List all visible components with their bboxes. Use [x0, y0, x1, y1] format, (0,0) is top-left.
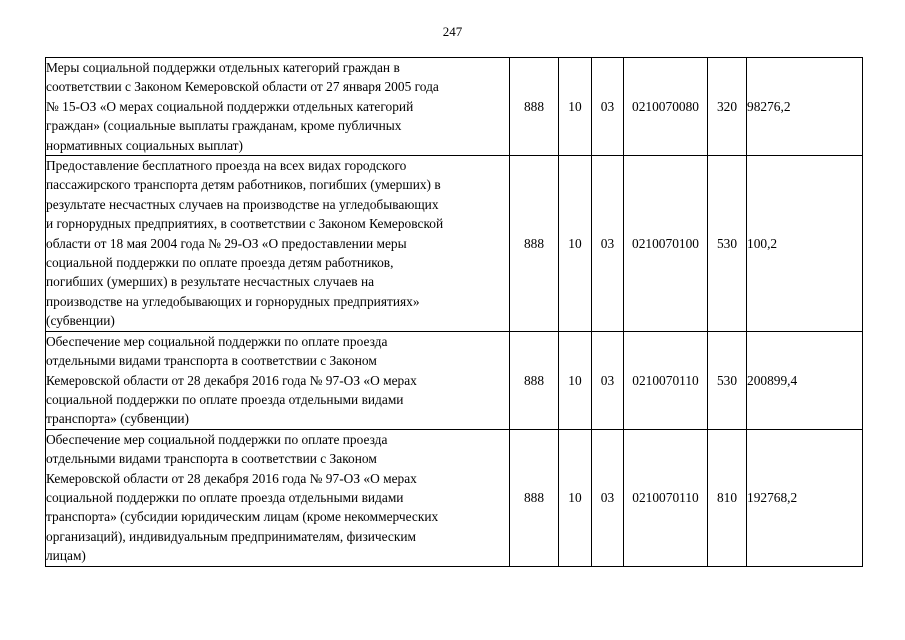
grbs-code: 888	[510, 58, 559, 156]
subsection-code: 03	[592, 58, 624, 156]
subsection-code: 03	[592, 156, 624, 332]
description-line: Кемеровской области от 28 декабря 2016 года № 97-ОЗ «О мерах	[46, 470, 417, 486]
amount-value: 100,2	[747, 156, 863, 332]
target-article-code: 0210070080	[624, 58, 708, 156]
description-line: отдельными видами транспорта в соответствии с Законом	[46, 353, 377, 369]
description-line: погибших (умерших) в результате несчастных случаев на	[46, 274, 375, 290]
description-line: социальной поддержки по оплате проезда детям работников,	[46, 255, 394, 271]
description-line: Предоставление бесплатного проезда на всех видах городского	[46, 158, 407, 174]
description-line: и горнорудных предприятиях, в соответствии с Законом Кемеровской	[46, 216, 444, 232]
description-line: граждан» (социальные выплаты гражданам, кроме публичных	[46, 118, 402, 134]
description-line: Обеспечение мер социальной поддержки по оплате проезда	[46, 333, 388, 349]
amount-value: 192768,2	[747, 429, 863, 566]
description-line: социальной поддержки по оплате проезда отдельными видами	[46, 391, 404, 407]
expense-description	[46, 331, 510, 429]
description-line: области от 18 мая 2004 года № 29-ОЗ «О предоставлении меры	[46, 235, 407, 251]
description-line: Меры социальной поддержки отдельных категорий граждан в	[46, 60, 400, 75]
description-line: Кемеровской области от 28 декабря 2016 года № 97-ОЗ «О мерах	[46, 372, 417, 388]
description-line: производстве на угледобывающих и горнорудных предприятиях»	[46, 293, 420, 309]
description-line: социальной поддержки по оплате проезда отдельными видами	[46, 489, 404, 505]
description-line: транспорта» (субвенции)	[46, 411, 190, 427]
expense-type-code: 320	[708, 58, 747, 156]
expense-description	[46, 156, 510, 332]
description-line: лицам)	[46, 548, 86, 564]
section-code: 10	[559, 429, 592, 566]
target-article-code: 0210070100	[624, 156, 708, 332]
table-row	[46, 156, 863, 332]
section-code: 10	[559, 58, 592, 156]
table-row	[46, 58, 863, 156]
description-line: соответствии с Законом Кемеровской области от 27 января 2005 года	[46, 79, 439, 95]
table-body	[46, 58, 863, 567]
subsection-code: 03	[592, 429, 624, 566]
grbs-code: 888	[510, 331, 559, 429]
amount-value: 98276,2	[747, 58, 863, 156]
section-code: 10	[559, 331, 592, 429]
expense-description	[46, 429, 510, 566]
expense-type-code: 810	[708, 429, 747, 566]
section-code: 10	[559, 156, 592, 332]
target-article-code: 0210070110	[624, 331, 708, 429]
table-row	[46, 429, 863, 566]
budget-table	[45, 57, 863, 567]
subsection-code: 03	[592, 331, 624, 429]
expense-type-code: 530	[708, 156, 747, 332]
page-number: 247	[442, 24, 463, 39]
description-line: пассажирского транспорта детям работников, погибших (умерших) в	[46, 177, 441, 193]
description-line: № 15-ОЗ «О мерах социальной поддержки отдельных категорий	[46, 98, 414, 114]
description-line: отдельными видами транспорта в соответствии с Законом	[46, 451, 377, 467]
description-line: нормативных социальных выплат)	[46, 137, 243, 153]
description-line: организаций), индивидуальным предпринимателям, физическим	[46, 528, 416, 544]
description-line: Обеспечение мер социальной поддержки по оплате проезда	[46, 431, 388, 447]
table-row	[46, 331, 863, 429]
description-line: (субвенции)	[46, 313, 115, 329]
description-line: результате несчастных случаев на производстве на угледобывающих	[46, 196, 439, 212]
amount-value: 200899,4	[747, 331, 863, 429]
expense-type-code: 530	[708, 331, 747, 429]
grbs-code: 888	[510, 156, 559, 332]
expense-description	[46, 58, 510, 156]
target-article-code: 0210070110	[624, 429, 708, 566]
grbs-code: 888	[510, 429, 559, 566]
description-line: транспорта» (субсидии юридическим лицам (кроме некоммерческих	[46, 509, 439, 525]
